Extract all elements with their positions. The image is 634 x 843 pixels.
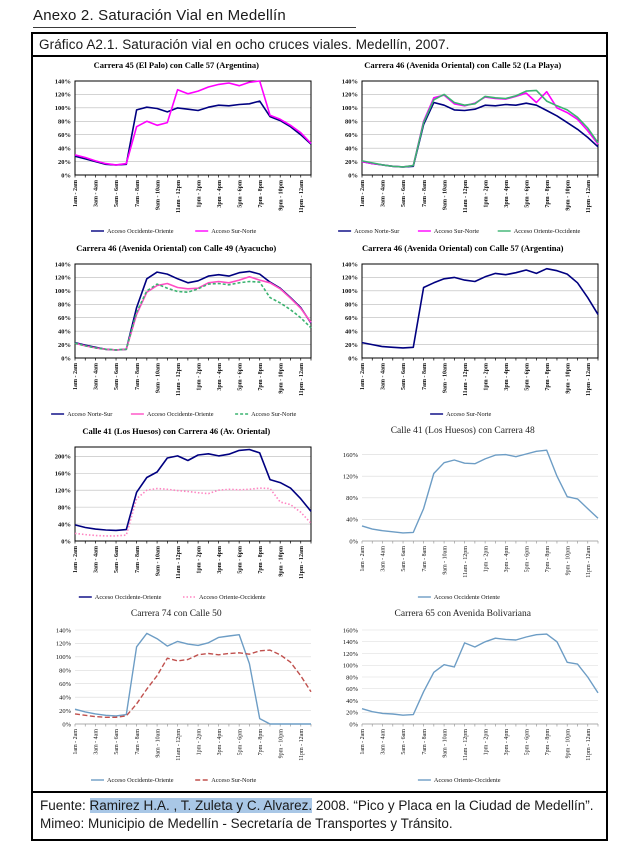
x-tick-label: 1pm - 2pm [196, 546, 203, 574]
x-tick-label: 7am - 8am [421, 363, 428, 390]
x-tick-label: 1pm - 2pm [483, 180, 490, 208]
legend-label: Acceso Occidente-Oriente [107, 777, 174, 785]
legend-label: Acceso Oriente-Occidente [513, 228, 581, 236]
x-tick-label: 11am - 12pm [176, 363, 183, 396]
y-axis-labels [342, 78, 358, 179]
plot-border [362, 264, 598, 358]
y-tick-label: 60% [58, 315, 72, 323]
x-tick-label: 1pm - 2pm [483, 729, 490, 756]
y-axis-labels [343, 627, 359, 728]
x-axis-labels [360, 546, 592, 578]
chart-legend [51, 411, 296, 418]
line-chart [320, 71, 606, 241]
x-axis-labels [73, 180, 305, 213]
y-tick-label: 0% [348, 172, 358, 180]
chart-cell-2 [320, 59, 607, 242]
y-tick-label: 140% [55, 261, 72, 269]
y-grid [75, 456, 311, 541]
x-tick-label: 5pm - 6pm [237, 363, 244, 391]
y-tick-label: 80% [345, 495, 358, 503]
chart-cell-4 [320, 242, 607, 425]
chart-legend [338, 228, 580, 235]
series-lines [362, 450, 598, 533]
chart-title: Calle 41 (Los Huesos) con Carrera 48 [390, 426, 535, 436]
x-tick-label: 3am - 4am [380, 729, 387, 755]
y-tick-label: 120% [342, 650, 358, 658]
chart-title: Carrera 65 con Avenida Bolivariana [394, 609, 531, 619]
x-tick-label: 5pm - 6pm [524, 180, 531, 208]
x-tick-label: 7pm - 8pm [544, 546, 551, 573]
chart-legend [418, 777, 501, 784]
x-tick-label: 1pm - 2pm [483, 363, 490, 391]
x-tick-label: 11pm - 12am [299, 729, 306, 761]
y-tick-label: 120% [341, 91, 358, 99]
source-rest: 2008. “Pico y Placa en la Ciudad de Medellín”. Mimeo: Municipio de Medellín - Secretaría de Transportes y Tránsito. [40, 798, 594, 831]
legend-label: Acceso Sur-Norte [433, 228, 479, 236]
legend-label: Acceso Sur-Norte [211, 228, 257, 236]
y-axis-labels [55, 261, 71, 362]
x-tick-label: 3pm - 4pm [217, 546, 224, 574]
x-tick-label: 11pm - 12am [585, 729, 592, 761]
x-tick-label: 3am - 4am [93, 729, 100, 755]
legend-label: Acceso Occidente-Oriente [95, 594, 162, 602]
line-chart [320, 620, 606, 790]
x-tick-label: 1am - 2am [73, 363, 80, 390]
y-tick-label: 100% [55, 105, 72, 113]
x-axis-labels [360, 180, 592, 213]
x-tick-label: 3pm - 4pm [503, 363, 510, 391]
y-axis-labels [55, 454, 71, 546]
y-tick-label: 20% [344, 341, 358, 349]
chart-cell-8 [320, 608, 607, 791]
x-tick-label: 5am - 6am [400, 729, 407, 755]
x-tick-label: 3am - 4am [93, 546, 100, 573]
y-tick-label: 100% [342, 662, 358, 670]
legend-label: Acceso Sur-Norte [445, 411, 492, 419]
y-tick-label: 140% [341, 78, 358, 86]
x-tick-label: 3am - 4am [93, 180, 100, 207]
y-tick-label: 60% [59, 681, 72, 689]
x-tick-label: 11am - 12pm [176, 729, 183, 761]
chart-legend [91, 777, 257, 784]
x-tick-label: 1am - 2am [359, 546, 366, 572]
x-tick-label: 7pm - 8pm [544, 363, 551, 391]
line-chart [33, 254, 319, 424]
x-tick-label: 3am - 4am [380, 180, 387, 207]
x-tick-label: 5pm - 6pm [237, 546, 244, 574]
x-tick-label: 5pm - 6pm [524, 363, 531, 391]
source-prefix: Fuente: [40, 798, 90, 813]
y-axis-labels [56, 627, 72, 728]
chart-cell-3 [33, 242, 320, 425]
legend-label: Acceso Oriente-Occidente [433, 777, 501, 785]
chart-legend [91, 228, 257, 235]
x-tick-label: 3pm - 4pm [503, 180, 510, 208]
y-grid [362, 455, 598, 541]
x-tick-label: 1pm - 2pm [483, 546, 490, 573]
x-tick-label: 7am - 8am [421, 546, 428, 572]
x-tick-label: 9pm - 10pm [278, 729, 285, 759]
x-tick-label: 11pm - 12am [299, 180, 306, 213]
x-tick-label: 5am - 6am [114, 729, 121, 755]
x-tick-label: 9am - 10am [442, 729, 449, 758]
y-tick-label: 0% [61, 538, 72, 546]
y-tick-label: 120% [342, 473, 358, 481]
y-tick-label: 60% [344, 315, 358, 323]
x-tick-label: 7am - 8am [421, 729, 428, 755]
x-tick-label: 11am - 12pm [462, 180, 469, 213]
x-tick-label: 1am - 2am [73, 546, 80, 573]
line-chart [320, 437, 606, 607]
y-tick-label: 120% [56, 640, 72, 648]
legend-label: Acceso Occidente-Oriente [147, 411, 214, 419]
series-line [75, 101, 311, 165]
y-tick-label: 120% [55, 487, 72, 495]
chart-cell-6 [320, 425, 607, 608]
y-tick-label: 20% [345, 709, 358, 717]
x-tick-label: 5pm - 6pm [237, 180, 244, 208]
x-axis-labels [73, 363, 305, 396]
x-tick-label: 7am - 8am [135, 363, 142, 390]
y-tick-label: 0% [349, 538, 358, 546]
figure-caption: Gráfico A2.1. Saturación vial en ocho cruces viales. Medellín, 2007. [33, 34, 606, 57]
x-tick-label: 11am - 12pm [176, 180, 183, 213]
y-tick-label: 80% [58, 301, 72, 309]
x-tick-label: 7pm - 8pm [544, 729, 551, 756]
x-tick-label: 5am - 6am [400, 180, 407, 207]
x-tick-label: 7pm - 8pm [258, 363, 265, 391]
y-tick-label: 120% [55, 91, 72, 99]
line-chart [33, 620, 319, 790]
x-tick-label: 11pm - 12am [299, 363, 306, 396]
y-tick-label: 40% [344, 328, 358, 336]
chart-title: Carrera 74 con Calle 50 [130, 609, 222, 619]
x-tick-label: 9pm - 10pm [565, 546, 572, 576]
x-tick-label: 1pm - 2pm [196, 363, 203, 391]
x-tick-label: 9pm - 10pm [565, 363, 572, 394]
x-tick-label: 7pm - 8pm [258, 179, 265, 208]
y-tick-label: 120% [55, 274, 72, 282]
x-tick-label: 7am - 8am [135, 546, 142, 573]
series-lines [362, 634, 598, 715]
x-axis-labels [360, 363, 592, 396]
chart-title: Calle 41 (Los Huesos) con Carrera 46 (Av. Oriental) [82, 426, 271, 436]
plot-border [75, 81, 311, 175]
y-tick-label: 80% [345, 674, 358, 682]
x-tick-label: 9am - 10am [155, 729, 162, 758]
x-tick-label: 7pm - 8pm [544, 179, 551, 208]
y-tick-label: 40% [345, 697, 358, 705]
source-note [33, 791, 606, 839]
x-tick-label: 7am - 8am [135, 180, 142, 207]
plot-border [362, 81, 598, 175]
series-lines [75, 450, 311, 536]
line-chart [320, 254, 606, 424]
y-tick-label: 140% [342, 639, 358, 647]
y-tick-label: 160% [342, 451, 358, 459]
y-tick-label: 60% [58, 132, 72, 140]
page-title: Anexo 2. Saturación Vial en Medellín [33, 7, 356, 28]
x-axis-labels [73, 729, 305, 761]
y-tick-label: 140% [56, 627, 72, 635]
series-line [75, 277, 311, 350]
x-tick-label: 9pm - 10pm [565, 180, 572, 211]
x-tick-label: 9am - 10am [155, 546, 162, 576]
x-tick-label: 7pm - 8pm [258, 546, 265, 574]
plot-border [75, 447, 311, 541]
y-tick-label: 40% [344, 145, 358, 153]
legend-label: Acceso Sur-Norte [211, 777, 257, 785]
x-tick-label: 11am - 12pm [462, 729, 469, 761]
figure-box [31, 32, 608, 841]
series-line [75, 81, 311, 165]
x-tick-label: 1am - 2am [359, 363, 366, 390]
y-tick-label: 140% [55, 78, 72, 86]
x-tick-label: 11am - 12pm [462, 546, 469, 578]
legend-label: Acceso Oriente-Occidente [199, 594, 266, 602]
chart-legend [430, 411, 491, 418]
y-grid [362, 81, 598, 175]
y-tick-label: 80% [344, 118, 358, 126]
y-tick-label: 0% [349, 721, 358, 729]
y-axis-labels [55, 78, 71, 179]
x-tick-label: 5pm - 6pm [237, 729, 244, 756]
x-tick-label: 1am - 2am [73, 180, 80, 207]
series-lines [75, 271, 311, 350]
y-tick-label: 100% [56, 654, 72, 662]
line-chart [33, 437, 319, 607]
legend-label: Acceso Sur-Norte [251, 411, 297, 419]
x-tick-label: 9pm - 10pm [278, 180, 285, 211]
x-tick-label: 1am - 2am [359, 180, 366, 207]
series-line [362, 90, 598, 166]
series-line [75, 488, 311, 536]
chart-legend [79, 594, 266, 601]
y-tick-label: 0% [61, 172, 72, 180]
y-tick-label: 0% [348, 355, 358, 363]
chart-title: Carrera 46 (Avenida Oriental) con Calle 52 (La Playa) [364, 60, 562, 70]
x-tick-label: 5am - 6am [114, 363, 121, 390]
legend-label: Acceso Occidente Oriente [433, 594, 500, 602]
chart-title: Carrera 45 (El Palo) con Calle 57 (Argentina) [93, 60, 259, 70]
y-tick-label: 0% [61, 355, 72, 363]
series-line [75, 271, 311, 350]
y-tick-label: 80% [58, 504, 72, 512]
series-line [362, 450, 598, 533]
y-tick-label: 200% [55, 453, 72, 461]
y-tick-label: 20% [344, 158, 358, 166]
y-tick-label: 60% [344, 132, 358, 140]
x-tick-label: 1pm - 2pm [196, 729, 203, 756]
chart-grid [33, 57, 606, 791]
x-tick-label: 3pm - 4pm [217, 363, 224, 391]
y-tick-label: 100% [341, 105, 358, 113]
x-tick-label: 1am - 2am [73, 729, 80, 755]
y-grid [362, 264, 598, 358]
plot-border [75, 264, 311, 358]
series-line [75, 282, 311, 350]
series-line [362, 269, 598, 348]
x-tick-label: 3am - 4am [380, 546, 387, 572]
chart-legend [418, 594, 500, 601]
x-tick-label: 1pm - 2pm [196, 180, 203, 208]
series-lines [362, 269, 598, 348]
y-tick-label: 40% [345, 516, 358, 524]
series-line [362, 634, 598, 715]
y-tick-label: 120% [341, 274, 358, 282]
x-tick-label: 7am - 8am [135, 729, 142, 755]
x-tick-label: 5am - 6am [114, 546, 121, 573]
x-tick-label: 11pm - 12am [299, 546, 306, 579]
x-tick-label: 11pm - 12am [585, 180, 592, 213]
x-tick-label: 9am - 10am [155, 180, 162, 210]
x-tick-label: 9pm - 10pm [565, 729, 572, 759]
y-tick-label: 20% [59, 707, 72, 715]
y-tick-label: 80% [59, 667, 72, 675]
x-tick-label: 9am - 10am [442, 363, 449, 393]
x-tick-label: 9am - 10am [442, 180, 449, 210]
x-axis-labels [73, 546, 305, 579]
x-tick-label: 3am - 4am [380, 363, 387, 390]
y-grid [75, 264, 311, 358]
y-tick-label: 80% [58, 118, 72, 126]
line-chart [33, 71, 319, 241]
x-tick-label: 5pm - 6pm [524, 546, 531, 573]
series-lines [362, 90, 598, 167]
y-tick-label: 140% [341, 261, 358, 269]
y-tick-label: 100% [55, 288, 72, 296]
x-tick-label: 9am - 10am [155, 363, 162, 393]
x-tick-label: 3pm - 4pm [503, 729, 510, 756]
chart-cell-7 [33, 608, 320, 791]
legend-label: Acceso Norte-Sur [67, 411, 113, 419]
x-tick-label: 11pm - 12am [585, 363, 592, 396]
y-tick-label: 80% [344, 301, 358, 309]
y-axis-labels [343, 452, 359, 545]
x-tick-label: 3pm - 4pm [503, 546, 510, 573]
x-tick-label: 5am - 6am [114, 180, 121, 207]
y-tick-label: 100% [341, 288, 358, 296]
x-tick-label: 11am - 12pm [176, 546, 183, 579]
chart-cell-1 [33, 59, 320, 242]
x-tick-label: 1am - 2am [359, 729, 366, 755]
x-tick-label: 7pm - 8pm [258, 729, 265, 756]
y-tick-label: 20% [58, 341, 72, 349]
y-tick-label: 40% [58, 145, 72, 153]
chart-title: Carrera 46 (Avenida Oriental) con Calle 57 (Argentina) [361, 243, 564, 253]
x-axis-labels [360, 729, 592, 761]
x-tick-label: 5pm - 6pm [524, 729, 531, 756]
y-tick-label: 160% [55, 470, 72, 478]
x-tick-label: 9pm - 10pm [278, 546, 285, 577]
y-axis-labels [342, 261, 358, 362]
x-tick-label: 9am - 10am [442, 546, 449, 575]
source-highlighted-authors: Ramirez H.A. , T. Zuleta y C. Alvarez. [89, 798, 313, 813]
y-tick-label: 20% [58, 158, 72, 166]
y-grid [75, 81, 311, 175]
x-tick-label: 9pm - 10pm [278, 363, 285, 394]
chart-title: Carrera 46 (Avenida Oriental) con Calle 49 (Ayacucho) [76, 243, 277, 253]
legend-label: Acceso Occidente-Oriente [107, 228, 174, 236]
y-tick-label: 40% [58, 328, 72, 336]
y-tick-label: 160% [342, 627, 358, 635]
x-tick-label: 7am - 8am [421, 180, 428, 207]
legend-label: Acceso Norte-Sur [353, 228, 400, 236]
x-tick-label: 3pm - 4pm [217, 180, 224, 208]
x-tick-label: 11am - 12pm [462, 363, 469, 396]
x-tick-label: 5am - 6am [400, 546, 407, 572]
chart-cell-5 [33, 425, 320, 608]
x-tick-label: 3am - 4am [93, 363, 100, 390]
y-tick-label: 60% [345, 686, 358, 694]
y-tick-label: 40% [59, 694, 72, 702]
series-lines [75, 81, 311, 165]
x-tick-label: 3pm - 4pm [217, 729, 224, 756]
x-tick-label: 5am - 6am [400, 363, 407, 390]
y-tick-label: 0% [62, 721, 72, 729]
series-line [362, 92, 598, 167]
y-tick-label: 40% [58, 521, 72, 529]
x-tick-label: 11pm - 12am [585, 546, 592, 578]
